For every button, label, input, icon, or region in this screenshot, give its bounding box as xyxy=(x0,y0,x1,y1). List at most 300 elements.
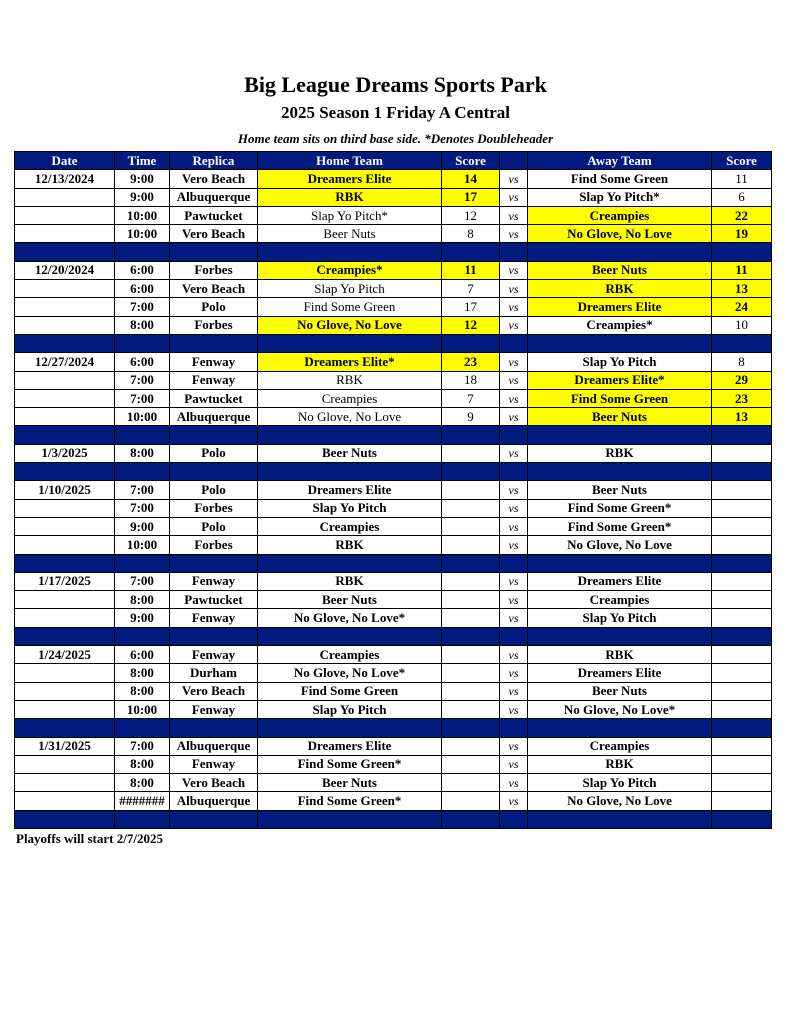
away-team-cell: Find Some Green* xyxy=(528,517,712,535)
week-separator xyxy=(15,627,772,645)
separator-cell xyxy=(500,334,528,352)
separator-cell xyxy=(170,810,258,828)
home-score-cell: 8 xyxy=(442,225,500,243)
game-row xyxy=(15,389,772,407)
separator-cell xyxy=(15,719,115,737)
separator-cell xyxy=(258,334,442,352)
game-row xyxy=(15,755,772,773)
date-cell xyxy=(15,609,115,627)
game-row xyxy=(15,646,772,664)
away-team-cell: Beer Nuts xyxy=(528,408,712,426)
replica-cell: Albuquerque xyxy=(170,408,258,426)
separator-cell xyxy=(15,627,115,645)
replica-cell: Polo xyxy=(170,444,258,462)
date-cell xyxy=(15,188,115,206)
game-row xyxy=(15,298,772,316)
replica-cell: Forbes xyxy=(170,499,258,517)
away-score-cell xyxy=(712,536,772,554)
away-team-cell: Slap Yo Pitch xyxy=(528,774,712,792)
date-cell xyxy=(15,792,115,810)
game-row xyxy=(15,774,772,792)
schedule-table xyxy=(14,151,772,829)
separator-cell xyxy=(500,719,528,737)
separator-cell xyxy=(712,463,772,481)
home-score-cell xyxy=(442,609,500,627)
game-row xyxy=(15,517,772,535)
replica-cell: Pawtucket xyxy=(170,389,258,407)
game-row xyxy=(15,444,772,462)
separator-cell xyxy=(712,334,772,352)
vs-cell: vs xyxy=(500,664,528,682)
away-score-cell: 13 xyxy=(712,280,772,298)
away-team-cell: Find Some Green* xyxy=(528,499,712,517)
vs-cell: vs xyxy=(500,371,528,389)
time-cell: ####### xyxy=(115,792,170,810)
game-row xyxy=(15,682,772,700)
separator-cell xyxy=(15,554,115,572)
separator-cell xyxy=(528,719,712,737)
home-team-cell: Creampies xyxy=(258,517,442,535)
replica-cell: Polo xyxy=(170,298,258,316)
away-team-cell: RBK xyxy=(528,280,712,298)
home-team-cell: RBK xyxy=(258,371,442,389)
replica-cell: Fenway xyxy=(170,755,258,773)
home-team-cell: No Glove, No Love* xyxy=(258,609,442,627)
replica-cell: Fenway xyxy=(170,572,258,590)
separator-cell xyxy=(712,627,772,645)
away-score-cell xyxy=(712,755,772,773)
week-separator xyxy=(15,334,772,352)
game-row xyxy=(15,572,772,590)
replica-cell: Fenway xyxy=(170,700,258,718)
game-row xyxy=(15,261,772,279)
away-team-cell: Creampies xyxy=(528,737,712,755)
time-cell: 6:00 xyxy=(115,646,170,664)
separator-cell xyxy=(15,810,115,828)
date-cell: 12/20/2024 xyxy=(15,261,115,279)
away-team-cell: RBK xyxy=(528,646,712,664)
home-score-cell: 14 xyxy=(442,170,500,188)
game-row xyxy=(15,170,772,188)
separator-cell xyxy=(442,719,500,737)
vs-cell: vs xyxy=(500,536,528,554)
replica-cell: Fenway xyxy=(170,353,258,371)
replica-cell: Forbes xyxy=(170,316,258,334)
replica-cell: Vero Beach xyxy=(170,225,258,243)
home-team-cell: Beer Nuts xyxy=(258,774,442,792)
away-score-cell xyxy=(712,517,772,535)
away-team-cell: Dreamers Elite* xyxy=(528,371,712,389)
vs-cell: vs xyxy=(500,646,528,664)
vs-cell: vs xyxy=(500,481,528,499)
vs-cell: vs xyxy=(500,298,528,316)
home-team-cell: Find Some Green xyxy=(258,298,442,316)
date-cell: 1/31/2025 xyxy=(15,737,115,755)
separator-cell xyxy=(528,627,712,645)
date-cell xyxy=(15,664,115,682)
vs-cell: vs xyxy=(500,225,528,243)
column-header-home-team: Home Team xyxy=(258,152,442,170)
replica-cell: Forbes xyxy=(170,261,258,279)
home-score-cell: 11 xyxy=(442,261,500,279)
time-cell: 6:00 xyxy=(115,261,170,279)
home-team-cell: Creampies* xyxy=(258,261,442,279)
time-cell: 10:00 xyxy=(115,206,170,224)
separator-cell xyxy=(442,627,500,645)
date-cell: 1/24/2025 xyxy=(15,646,115,664)
separator-cell xyxy=(115,627,170,645)
replica-cell: Pawtucket xyxy=(170,206,258,224)
separator-cell xyxy=(115,334,170,352)
game-row xyxy=(15,206,772,224)
column-header-time: Time xyxy=(115,152,170,170)
away-team-cell: Dreamers Elite xyxy=(528,664,712,682)
game-row xyxy=(15,408,772,426)
home-score-cell xyxy=(442,737,500,755)
date-cell xyxy=(15,774,115,792)
date-cell xyxy=(15,316,115,334)
week-separator xyxy=(15,243,772,261)
separator-cell xyxy=(258,554,442,572)
separator-cell xyxy=(712,810,772,828)
home-team-cell: Slap Yo Pitch xyxy=(258,700,442,718)
home-score-cell xyxy=(442,755,500,773)
home-team-cell: Find Some Green xyxy=(258,682,442,700)
away-team-cell: RBK xyxy=(528,444,712,462)
separator-cell xyxy=(258,719,442,737)
away-score-cell: 6 xyxy=(712,188,772,206)
away-score-cell: 10 xyxy=(712,316,772,334)
away-score-cell xyxy=(712,591,772,609)
date-cell: 12/13/2024 xyxy=(15,170,115,188)
time-cell: 8:00 xyxy=(115,682,170,700)
game-row xyxy=(15,316,772,334)
time-cell: 8:00 xyxy=(115,316,170,334)
game-row xyxy=(15,280,772,298)
separator-cell xyxy=(712,243,772,261)
home-score-cell xyxy=(442,682,500,700)
week-separator xyxy=(15,463,772,481)
column-header-home-score: Score xyxy=(442,152,500,170)
game-row xyxy=(15,225,772,243)
time-cell: 9:00 xyxy=(115,188,170,206)
vs-cell: vs xyxy=(500,499,528,517)
separator-cell xyxy=(442,463,500,481)
separator-cell xyxy=(528,810,712,828)
separator-cell xyxy=(528,554,712,572)
away-team-cell: Beer Nuts xyxy=(528,481,712,499)
vs-cell: vs xyxy=(500,353,528,371)
replica-cell: Fenway xyxy=(170,646,258,664)
column-header-replica: Replica xyxy=(170,152,258,170)
separator-cell xyxy=(712,554,772,572)
separator-cell xyxy=(442,810,500,828)
home-team-cell: RBK xyxy=(258,188,442,206)
time-cell: 7:00 xyxy=(115,298,170,316)
separator-cell xyxy=(442,334,500,352)
separator-cell xyxy=(500,426,528,444)
time-cell: 6:00 xyxy=(115,353,170,371)
away-score-cell: 22 xyxy=(712,206,772,224)
game-row xyxy=(15,499,772,517)
separator-cell xyxy=(442,554,500,572)
home-score-cell xyxy=(442,792,500,810)
date-cell xyxy=(15,755,115,773)
date-cell xyxy=(15,517,115,535)
date-cell xyxy=(15,280,115,298)
home-team-cell: No Glove, No Love xyxy=(258,316,442,334)
game-row xyxy=(15,737,772,755)
home-team-cell: Dreamers Elite xyxy=(258,737,442,755)
week-separator xyxy=(15,810,772,828)
separator-cell xyxy=(500,627,528,645)
home-team-cell: Slap Yo Pitch xyxy=(258,499,442,517)
away-score-cell xyxy=(712,737,772,755)
vs-cell: vs xyxy=(500,408,528,426)
away-score-cell: 24 xyxy=(712,298,772,316)
away-team-cell: No Glove, No Love xyxy=(528,792,712,810)
away-score-cell xyxy=(712,481,772,499)
home-score-cell: 7 xyxy=(442,280,500,298)
home-score-cell: 12 xyxy=(442,206,500,224)
separator-cell xyxy=(712,719,772,737)
game-row xyxy=(15,609,772,627)
home-score-cell xyxy=(442,444,500,462)
away-team-cell: No Glove, No Love xyxy=(528,536,712,554)
separator-cell xyxy=(115,243,170,261)
time-cell: 7:00 xyxy=(115,737,170,755)
vs-cell: vs xyxy=(500,206,528,224)
game-row xyxy=(15,591,772,609)
home-team-cell: Beer Nuts xyxy=(258,591,442,609)
date-cell: 12/27/2024 xyxy=(15,353,115,371)
time-cell: 9:00 xyxy=(115,170,170,188)
date-cell xyxy=(15,591,115,609)
game-row xyxy=(15,481,772,499)
replica-cell: Vero Beach xyxy=(170,774,258,792)
date-cell xyxy=(15,206,115,224)
column-header-date: Date xyxy=(15,152,115,170)
page-title: Big League Dreams Sports Park xyxy=(244,72,547,97)
vs-cell: vs xyxy=(500,609,528,627)
separator-cell xyxy=(15,334,115,352)
doubleheader-note: Home team sits on third base side. *Denotes Doubleheader xyxy=(237,131,554,146)
vs-cell: vs xyxy=(500,517,528,535)
away-team-cell: Find Some Green xyxy=(528,170,712,188)
vs-cell: vs xyxy=(500,444,528,462)
vs-cell: vs xyxy=(500,572,528,590)
replica-cell: Albuquerque xyxy=(170,188,258,206)
home-team-cell: Beer Nuts xyxy=(258,444,442,462)
separator-cell xyxy=(170,627,258,645)
time-cell: 8:00 xyxy=(115,444,170,462)
home-team-cell: Dreamers Elite* xyxy=(258,353,442,371)
time-cell: 7:00 xyxy=(115,499,170,517)
date-cell xyxy=(15,499,115,517)
home-team-cell: Creampies xyxy=(258,389,442,407)
away-team-cell: Creampies xyxy=(528,591,712,609)
vs-cell: vs xyxy=(500,682,528,700)
separator-cell xyxy=(15,243,115,261)
separator-cell xyxy=(115,810,170,828)
game-row xyxy=(15,353,772,371)
away-score-cell: 13 xyxy=(712,408,772,426)
time-cell: 9:00 xyxy=(115,517,170,535)
separator-cell xyxy=(528,243,712,261)
separator-cell xyxy=(442,243,500,261)
week-separator xyxy=(15,554,772,572)
separator-cell xyxy=(500,243,528,261)
home-score-cell: 18 xyxy=(442,371,500,389)
time-cell: 8:00 xyxy=(115,755,170,773)
separator-cell xyxy=(258,426,442,444)
game-row xyxy=(15,664,772,682)
home-score-cell xyxy=(442,700,500,718)
home-team-cell: No Glove, No Love* xyxy=(258,664,442,682)
separator-cell xyxy=(500,554,528,572)
replica-cell: Albuquerque xyxy=(170,792,258,810)
away-score-cell: 23 xyxy=(712,389,772,407)
replica-cell: Polo xyxy=(170,517,258,535)
replica-cell: Forbes xyxy=(170,536,258,554)
home-score-cell xyxy=(442,572,500,590)
column-header-away-team: Away Team xyxy=(528,152,712,170)
home-score-cell xyxy=(442,774,500,792)
date-cell xyxy=(15,225,115,243)
away-score-cell: 11 xyxy=(712,261,772,279)
page-subtitle: 2025 Season 1 Friday A Central xyxy=(280,103,511,122)
vs-cell: vs xyxy=(500,261,528,279)
time-cell: 8:00 xyxy=(115,774,170,792)
vs-cell: vs xyxy=(500,774,528,792)
separator-cell xyxy=(115,719,170,737)
vs-cell: vs xyxy=(500,389,528,407)
vs-cell: vs xyxy=(500,316,528,334)
home-score-cell xyxy=(442,517,500,535)
vs-cell: vs xyxy=(500,170,528,188)
home-team-cell: No Glove, No Love xyxy=(258,408,442,426)
schedule-body xyxy=(15,170,772,829)
date-cell xyxy=(15,389,115,407)
away-score-cell xyxy=(712,700,772,718)
separator-cell xyxy=(258,810,442,828)
column-header-vs xyxy=(500,152,528,170)
playoffs-note: Playoffs will start 2/7/2025 xyxy=(16,831,163,846)
away-team-cell: Slap Yo Pitch xyxy=(528,609,712,627)
time-cell: 7:00 xyxy=(115,481,170,499)
separator-cell xyxy=(500,810,528,828)
separator-cell xyxy=(170,463,258,481)
home-score-cell xyxy=(442,481,500,499)
away-team-cell: Find Some Green xyxy=(528,389,712,407)
column-header-away-score: Score xyxy=(712,152,772,170)
game-row xyxy=(15,536,772,554)
separator-cell xyxy=(258,243,442,261)
away-team-cell: Dreamers Elite xyxy=(528,298,712,316)
home-team-cell: Dreamers Elite xyxy=(258,481,442,499)
away-score-cell xyxy=(712,572,772,590)
separator-cell xyxy=(15,426,115,444)
home-team-cell: Slap Yo Pitch xyxy=(258,280,442,298)
replica-cell: Vero Beach xyxy=(170,682,258,700)
away-score-cell xyxy=(712,609,772,627)
home-score-cell xyxy=(442,646,500,664)
away-team-cell: Creampies xyxy=(528,206,712,224)
time-cell: 7:00 xyxy=(115,572,170,590)
time-cell: 9:00 xyxy=(115,609,170,627)
vs-cell: vs xyxy=(500,280,528,298)
date-cell xyxy=(15,298,115,316)
away-team-cell: Creampies* xyxy=(528,316,712,334)
away-team-cell: Slap Yo Pitch xyxy=(528,353,712,371)
vs-cell: vs xyxy=(500,755,528,773)
replica-cell: Pawtucket xyxy=(170,591,258,609)
separator-cell xyxy=(442,426,500,444)
time-cell: 7:00 xyxy=(115,389,170,407)
date-cell xyxy=(15,536,115,554)
separator-cell xyxy=(115,463,170,481)
date-cell: 1/17/2025 xyxy=(15,572,115,590)
home-score-cell: 17 xyxy=(442,188,500,206)
away-score-cell xyxy=(712,664,772,682)
home-team-cell: Dreamers Elite xyxy=(258,170,442,188)
replica-cell: Fenway xyxy=(170,371,258,389)
home-score-cell xyxy=(442,536,500,554)
away-score-cell: 29 xyxy=(712,371,772,389)
home-team-cell: Slap Yo Pitch* xyxy=(258,206,442,224)
game-row xyxy=(15,188,772,206)
week-separator xyxy=(15,426,772,444)
replica-cell: Vero Beach xyxy=(170,170,258,188)
away-team-cell: No Glove, No Love xyxy=(528,225,712,243)
vs-cell: vs xyxy=(500,737,528,755)
vs-cell: vs xyxy=(500,792,528,810)
separator-cell xyxy=(528,463,712,481)
away-score-cell: 11 xyxy=(712,170,772,188)
separator-cell xyxy=(258,627,442,645)
date-cell: 1/10/2025 xyxy=(15,481,115,499)
home-score-cell: 7 xyxy=(442,389,500,407)
home-score-cell xyxy=(442,591,500,609)
home-team-cell: Find Some Green* xyxy=(258,755,442,773)
separator-cell xyxy=(258,463,442,481)
time-cell: 8:00 xyxy=(115,591,170,609)
time-cell: 8:00 xyxy=(115,664,170,682)
time-cell: 10:00 xyxy=(115,225,170,243)
away-score-cell xyxy=(712,774,772,792)
away-score-cell xyxy=(712,499,772,517)
date-cell xyxy=(15,371,115,389)
replica-cell: Polo xyxy=(170,481,258,499)
replica-cell: Durham xyxy=(170,664,258,682)
replica-cell: Albuquerque xyxy=(170,737,258,755)
vs-cell: vs xyxy=(500,591,528,609)
away-team-cell: Slap Yo Pitch* xyxy=(528,188,712,206)
away-score-cell: 19 xyxy=(712,225,772,243)
separator-cell xyxy=(170,243,258,261)
home-score-cell: 17 xyxy=(442,298,500,316)
time-cell: 10:00 xyxy=(115,700,170,718)
home-team-cell: RBK xyxy=(258,536,442,554)
away-score-cell: 8 xyxy=(712,353,772,371)
separator-cell xyxy=(15,463,115,481)
game-row xyxy=(15,792,772,810)
header-row xyxy=(15,152,772,170)
home-score-cell: 12 xyxy=(442,316,500,334)
replica-cell: Vero Beach xyxy=(170,280,258,298)
replica-cell: Fenway xyxy=(170,609,258,627)
separator-cell xyxy=(712,426,772,444)
